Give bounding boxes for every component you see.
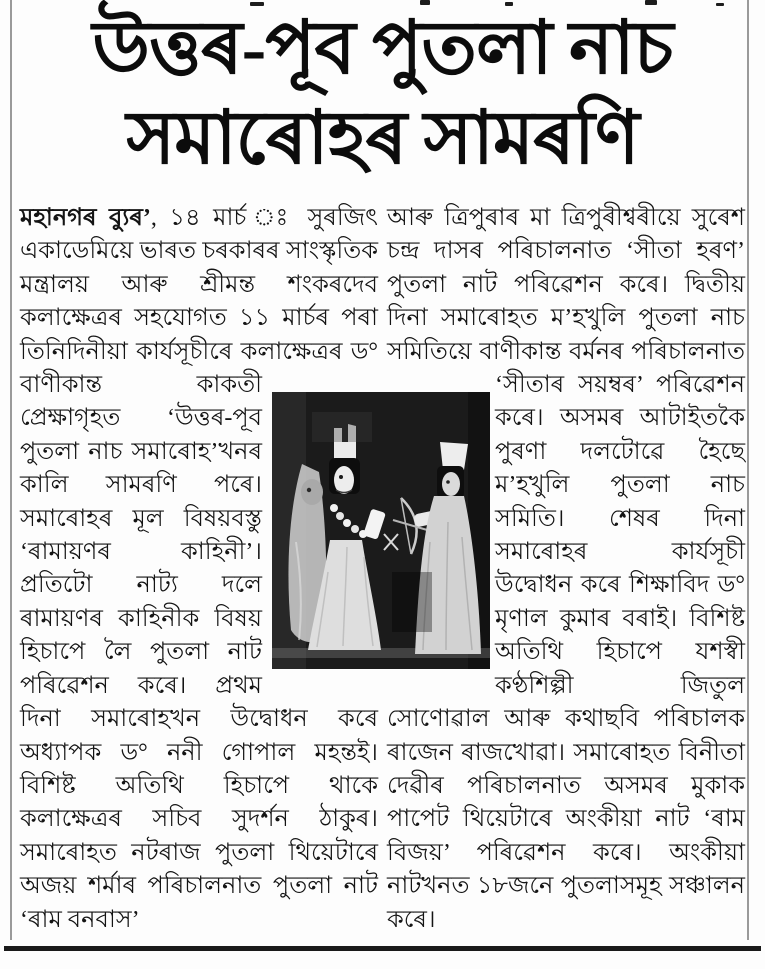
puppet-show-photo <box>272 392 490 669</box>
dateline: মহানগৰ ব্যুৰ’ <box>20 205 151 231</box>
headline-line-1: উত্তৰ-পূব পুতলা নাচ <box>92 8 673 90</box>
left-column-rule <box>10 0 12 940</box>
headline-line-2: সমাৰোহৰ সামৰণি <box>126 98 639 180</box>
bottom-page-rule <box>4 946 761 951</box>
article-headline <box>18 4 747 184</box>
left-column-text: , ১৪ মার্চ ঃ সুৰজিৎ একাডেমিয়ে ভাৰত চৰকাৰৰ সাংস্কৃতিক মন্ত্ৰালয় আৰু শ্ৰীমন্ত শংকৰদেব কলাক্ষেত্ৰৰ সহযোগত ১১ মার্চৰ পৰা তিনিদিনীয়া কার্যসূচীৰে কলাক্ষেত্ৰৰ ড° বাণীকান্ত কাকতী প্ৰেক্ষাগৃহত ‘উত্তৰ-পূব পুতলা নাচ সমাৰোহ’খনৰ কালি সামৰণি পৰে। সমাৰোহৰ মূল বিষয়বস্তু ‘ৰামায়ণৰ কাহিনী’। প্ৰতিটো নাট্য দলে ৰামায়ণৰ কাহিনীক বিষয় হিচাপে লৈ পুতলা নাট পৰিৱেশন কৰে। প্ৰথম দিনা সমাৰোহখন উদ্বোধন কৰে অধ্যাপক ড° ননী গোপাল মহন্তই। বিশিষ্ট অতিথি হিচাপে থাকে কলাক্ষেত্ৰৰ সচিব সুদর্শন ঠাকুৰ। সমাৰোহত নটৰাজ পুতলা থিয়েটাৰে অজয় শর্মাৰ পৰিচালনাত পুতলা নাট ‘ৰাম বনবাস’ <box>20 205 378 933</box>
right-column-rule <box>747 0 749 940</box>
right-column-text: আৰু ত্ৰিপুৰাৰ মা ত্ৰিপুৰীশ্বৰীয়ে সুৰেশ চন্দ্ৰ দাসৰ পৰিচালনাত ‘সীতা হৰণ’ পুতলা নাট পৰিৱেশন কৰে। দ্বিতীয় দিনা সমাৰোহত ম’হখুলি পুতলা নাচ সমিতিয়ে বাণীকান্ত বর্মনৰ পৰিচালনাত ‘সীতাৰ সয়ম্বৰ’ পৰিৱেশন কৰে। অসমৰ আটাইতকৈ পুৰণা দলটোৱে হৈছে ম’হখুলি পুতলা নাচ সমিতি। শেষৰ দিনা সমাৰোহৰ কার্যসূচী উদ্বোধন কৰে শিক্ষাবিদ ড° মৃণাল কুমাৰ বৰাই। বিশিষ্ট অতিথি হিচাপে যশস্বী কণ্ঠশিল্পী জিতুল সোণোৱাল আৰু কথাছবি পৰিচালক ৰাজেন ৰাজখোৱা। সমাৰোহত বিনীতা দেৱীৰ পৰিচালনাত অসমৰ মুকাক পাপেট থিয়েটাৰে অংকীয়া নাট ‘ৰাম বিজয়’ পৰিৱেশন কৰে। অংকীয়া নাটখনত ১৮জনে পুতলাসমূহ সঞ্চালন কৰে। <box>387 205 745 933</box>
